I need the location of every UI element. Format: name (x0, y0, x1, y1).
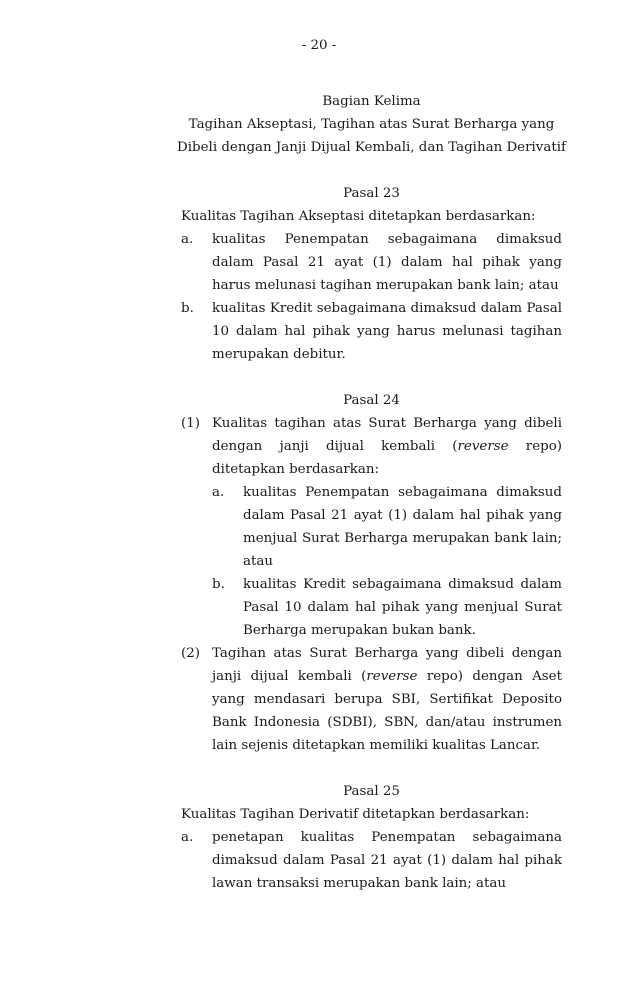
text-segment: repo) dengan Aset yang mendasari berupa SBI, Sertifikat Deposito Bank Indonesia (SDBI), SBN, dan/atau instrumen lain sejenis ditetapkan memiliki kualitas Lancar. (212, 669, 562, 753)
italic-term: reverse (366, 669, 418, 684)
ayat-2-text (212, 642, 562, 757)
item-text: kualitas Kredit sebagaimana dimaksud dalam Pasal 10 dalam hal pihak yang menjual Surat Berharga merupakan bukan bank. (243, 577, 562, 638)
sub-list-item (212, 573, 562, 642)
ayat-label: (1) (181, 416, 200, 431)
section-title: Bagian Kelima (322, 94, 421, 109)
text-segment: repo) ditetapkan berdasarkan: (212, 439, 562, 477)
item-label: a. (181, 232, 194, 247)
pasal-24-heading: Pasal 24 (343, 393, 400, 408)
pasal-23-intro: Kualitas Tagihan Akseptasi ditetapkan berdasarkan: (181, 209, 536, 224)
ayat-2 (181, 642, 562, 757)
section-subtitle-line1: Tagihan Akseptasi, Tagihan atas Surat Berharga yang (188, 117, 555, 132)
ayat-label: (2) (181, 646, 200, 661)
pasal-23-heading: Pasal 23 (343, 186, 400, 201)
ayat-1-text (212, 412, 562, 481)
section-subtitle-line2: Dibeli dengan Janji Dijual Kembali, dan Tagihan Derivatif (177, 140, 566, 155)
item-text: kualitas Penempatan sebagaimana dimaksud dalam Pasal 21 ayat (1) dalam hal pihak yang harus melunasi tagihan merupakan bank lain; atau (212, 232, 562, 293)
pasal-25-intro: Kualitas Tagihan Derivatif ditetapkan berdasarkan: (181, 807, 530, 822)
item-text: kualitas Kredit sebagaimana dimaksud dalam Pasal 10 dalam hal pihak yang harus melunasi tagihan merupakan debitur. (212, 301, 562, 362)
list-item (181, 297, 562, 366)
item-text: penetapan kualitas Penempatan sebagaimana dimaksud dalam Pasal 21 ayat (1) dalam hal pihak lawan transaksi merupakan bank lain; atau (212, 830, 562, 891)
item-label: a. (181, 830, 194, 845)
item-label: b. (181, 301, 194, 316)
pasal-25-heading: Pasal 25 (343, 784, 400, 799)
item-text: kualitas Penempatan sebagaimana dimaksud dalam Pasal 21 ayat (1) dalam hal pihak yang menjual Surat Berharga merupakan bank lain; atau (243, 485, 562, 569)
page-number: - 20 - (301, 38, 337, 53)
list-item (181, 228, 562, 297)
document-body (177, 90, 566, 895)
italic-term: reverse (457, 439, 509, 454)
item-label: b. (212, 577, 225, 592)
ayat-1-body (212, 412, 562, 642)
sub-list-item (212, 481, 562, 573)
text-segment: Tagihan atas Surat Berharga yang dibeli dengan janji dijual kembali ( (212, 646, 562, 684)
item-label: a. (212, 485, 225, 500)
text-segment: Kualitas tagihan atas Surat Berharga yang dibeli dengan janji dijual kembali ( (212, 416, 562, 454)
ayat-1 (181, 412, 562, 642)
list-item (181, 826, 562, 895)
